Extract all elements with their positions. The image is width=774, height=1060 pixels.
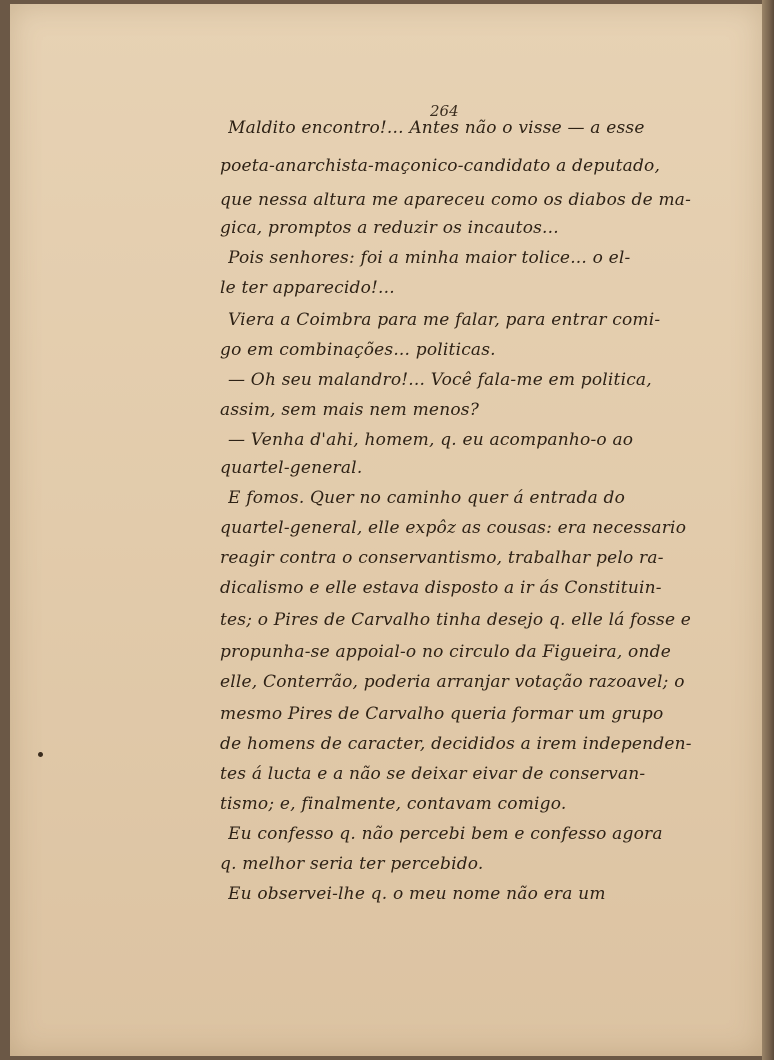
text-line: dicalismo e elle estava disposto a ir ás Constituin-	[220, 578, 662, 598]
page-edge	[762, 0, 774, 1060]
text-line: gica, promptos a reduzir os incautos...	[220, 218, 559, 238]
text-line: Eu confesso q. não percebi bem e confesso agora	[228, 824, 663, 844]
text-line: Viera a Coimbra para me falar, para entrar comi-	[228, 310, 661, 330]
text-line: E fomos. Quer no caminho quer á entrada do	[228, 488, 626, 508]
text-line: quartel-general.	[220, 458, 363, 478]
text-line: assim, sem mais nem menos?	[220, 400, 480, 420]
text-line: poeta-anarchista-maçonico-candidato a deputado,	[220, 156, 661, 176]
text-line: go em combinações... politicas.	[220, 340, 496, 360]
text-line: quartel-general, elle expôz as cousas: era necessario	[220, 518, 687, 538]
page-number: 264	[430, 102, 459, 120]
text-line: reagir contra o conservantismo, trabalhar pelo ra-	[220, 548, 664, 568]
text-line: Maldito encontro!... Antes não o visse — a esse	[228, 118, 645, 138]
text-line: mesmo Pires de Carvalho queria formar um grupo	[220, 704, 664, 724]
text-line: de homens de caracter, decididos a irem independen-	[220, 734, 692, 754]
text-line: tes; o Pires de Carvalho tinha desejo q. elle lá fosse e	[220, 610, 692, 630]
text-line: — Oh seu malandro!... Você fala-me em politica,	[228, 370, 652, 390]
text-line: tes á lucta e a não se deixar eivar de conservan-	[220, 764, 646, 784]
text-line: q. melhor seria ter percebido.	[220, 854, 484, 874]
text-line: le ter apparecido!...	[220, 278, 395, 298]
text-line: Pois senhores: foi a minha maior tolice... o el-	[228, 248, 631, 268]
text-line: — Venha d'ahi, homem, q. eu acompanho-o ao	[228, 430, 634, 450]
text-line: que nessa altura me apareceu como os diabos de ma-	[220, 190, 692, 210]
text-line: propunha-se appoial-o no circulo da Figueira, onde	[220, 642, 671, 662]
ink-speck	[38, 752, 43, 757]
text-line: tismo; e, finalmente, contavam comigo.	[220, 794, 567, 814]
text-line: Eu observei-lhe q. o meu nome não era um	[228, 884, 606, 904]
text-line: elle, Conterrão, poderia arranjar votação razoavel; o	[220, 672, 685, 692]
